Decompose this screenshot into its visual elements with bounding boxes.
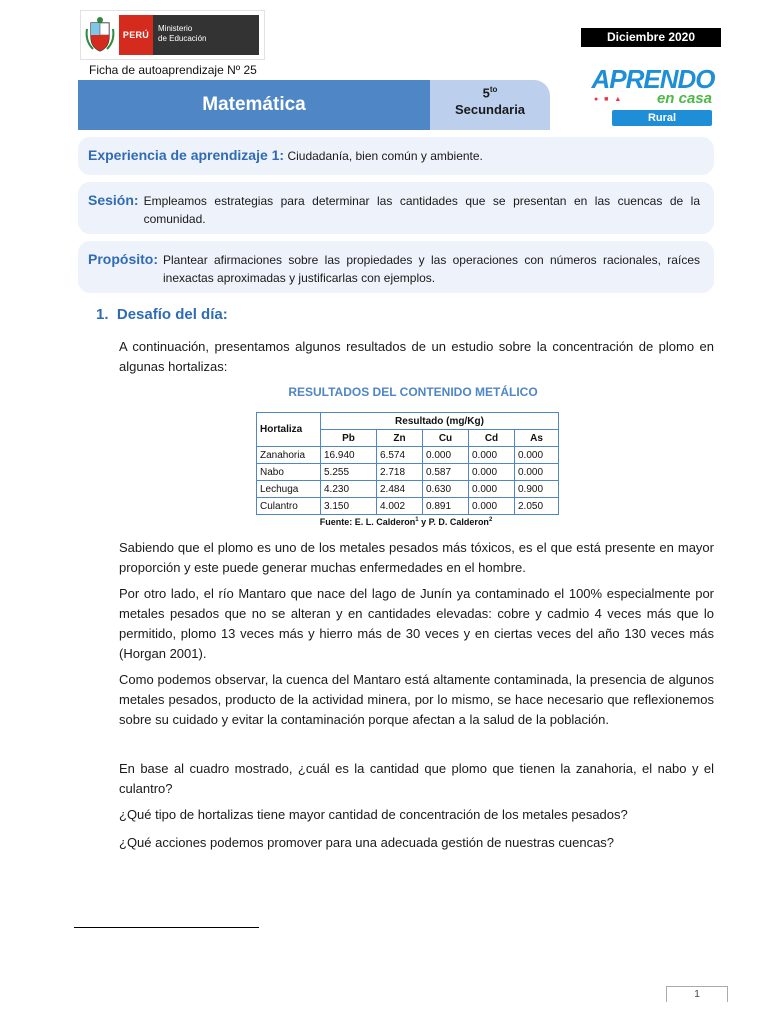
grade-level: Secundaria <box>454 102 526 118</box>
brand-subtitle: en casa <box>656 90 712 107</box>
footnote-rule <box>74 927 259 928</box>
row-header: Hortaliza <box>257 413 321 447</box>
row-name: Zanahoria <box>257 447 321 464</box>
paragraph-mantaro: Por otro lado, el río Mantaro que nace del lago de Junín ya contaminado el 100% especialmente por metales pesados que no se alteran y en cantidades elevadas: cobre y cadmio 4 veces más que lo permitido, plomo 13 veces más y hierro más de 30 veces y en ciertas veces del año 130 veces más (Horgan 2001). <box>119 586 714 661</box>
table-cell: 0.000 <box>515 447 559 464</box>
proposito-text: Plantear afirmaciones sobre las propiedades y las operaciones con números racionales, raíces inexactas aproximadas y justificarlas con ejemplos. <box>163 253 700 285</box>
question-2: ¿Qué tipo de hortalizas tiene mayor cantidad de concentración de los metales pesados? <box>119 807 628 822</box>
table-cell: 0.000 <box>469 464 515 481</box>
ficha-label: Ficha de autoaprendizaje Nº 25 <box>89 63 257 77</box>
national-seal-icon <box>85 15 115 55</box>
grade-number <box>430 85 550 100</box>
table-row <box>257 447 559 464</box>
experiencia-label: Experiencia de aprendizaje 1: <box>88 147 285 163</box>
brand-dots-icon: ● ■ ▲ <box>594 96 624 103</box>
experiencia-panel <box>78 137 714 175</box>
paragraph-cuenca: Como podemos observar, la cuenca del Mantaro está altamente contaminada, la presencia de algunos metales pesados, producto de la actividad minera, por lo mismo, se hace necesario que reflexionemos sobre su cuidado y evitar la contaminación porque afectan a la salud de la población. <box>119 672 714 727</box>
table-row <box>257 481 559 498</box>
table-row <box>257 464 559 481</box>
intro-paragraph: A continuación, presentamos algunos resultados de un estudio sobre la concentración de plomo en algunas hortalizas: <box>119 339 714 374</box>
paragraph-plomo: Sabiendo que el plomo es uno de los metales pesados más tóxicos, es el que está presente en mayor proporción y este puede generar muchas enfermedades en el hombre. <box>119 540 714 575</box>
table-cell: 2.484 <box>377 481 423 498</box>
row-name: Culantro <box>257 498 321 515</box>
table-cell: 4.230 <box>321 481 377 498</box>
col-header: Zn <box>377 430 423 447</box>
peru-label: PERÚ <box>119 15 153 55</box>
table-cell: 2.050 <box>515 498 559 515</box>
table-cell: 4.002 <box>377 498 423 515</box>
table-title: RESULTADOS DEL CONTENIDO METÁLICO <box>288 385 538 399</box>
source-footnote-1: 1 <box>415 517 419 523</box>
table-cell: 0.000 <box>469 498 515 515</box>
date-badge: Diciembre 2020 <box>581 28 721 47</box>
section-heading <box>96 306 228 323</box>
minedu-logo <box>80 10 265 60</box>
row-name: Nabo <box>257 464 321 481</box>
sesion-panel <box>78 182 714 234</box>
source-footnote-2: 2 <box>488 517 493 523</box>
table-cell: 2.718 <box>377 464 423 481</box>
group-header: Resultado (mg/Kg) <box>321 413 559 430</box>
brand-badge: Rural <box>612 110 712 126</box>
table-source <box>256 517 556 527</box>
grade-suffix: to <box>489 85 498 94</box>
table-cell: 6.574 <box>377 447 423 464</box>
heading-text: Desafío del día: <box>116 306 228 323</box>
question-3: ¿Qué acciones podemos promover para una adecuada gestión de nuestras cuencas? <box>119 835 615 850</box>
table-cell: 0.891 <box>423 498 469 515</box>
ministry-line-1: Ministerio <box>158 24 193 33</box>
table-cell: 16.940 <box>321 447 377 464</box>
page-number: 1 <box>666 986 728 1002</box>
table-cell: 0.900 <box>515 481 559 498</box>
brand-title: APRENDO <box>591 64 715 94</box>
experiencia-text: Ciudadanía, bien común y ambiente. <box>287 149 483 163</box>
col-header: Pb <box>321 430 377 447</box>
sesion-label: Sesión: <box>88 192 139 208</box>
subject-title: Matemática <box>78 80 430 130</box>
table-cell: 5.255 <box>321 464 377 481</box>
col-header: As <box>515 430 559 447</box>
results-table <box>256 412 559 515</box>
table-row <box>257 498 559 515</box>
proposito-label: Propósito: <box>88 251 158 267</box>
heading-number: 1. <box>96 306 109 323</box>
table-cell: 0.000 <box>423 447 469 464</box>
table-cell: 0.587 <box>423 464 469 481</box>
table-cell: 0.000 <box>469 481 515 498</box>
proposito-panel <box>78 241 714 293</box>
grade-num-value: 5 <box>482 85 490 101</box>
table-cell: 0.000 <box>469 447 515 464</box>
row-name: Lechuga <box>257 481 321 498</box>
table-cell: 0.000 <box>515 464 559 481</box>
ministry-label <box>153 15 259 55</box>
sesion-text: Empleamos estrategias para determinar las cantidades que se presentan en las cuencas de la comunidad. <box>143 194 700 226</box>
table-cell: 0.630 <box>423 481 469 498</box>
ministry-line-2: de Educación <box>158 34 207 43</box>
aprendo-en-casa-logo <box>588 66 718 128</box>
source-author-1: Fuente: E. L. Calderon <box>319 517 416 527</box>
question-1: En base al cuadro mostrado, ¿cuál es la cantidad que plomo que tienen la zanahoria, el nabo y el culantro? <box>119 761 714 796</box>
subject-bar <box>78 80 550 130</box>
col-header: Cu <box>423 430 469 447</box>
grade-box <box>430 80 550 130</box>
source-author-2: y P. D. Calderon <box>418 517 489 527</box>
col-header: Cd <box>469 430 515 447</box>
table-cell: 3.150 <box>321 498 377 515</box>
